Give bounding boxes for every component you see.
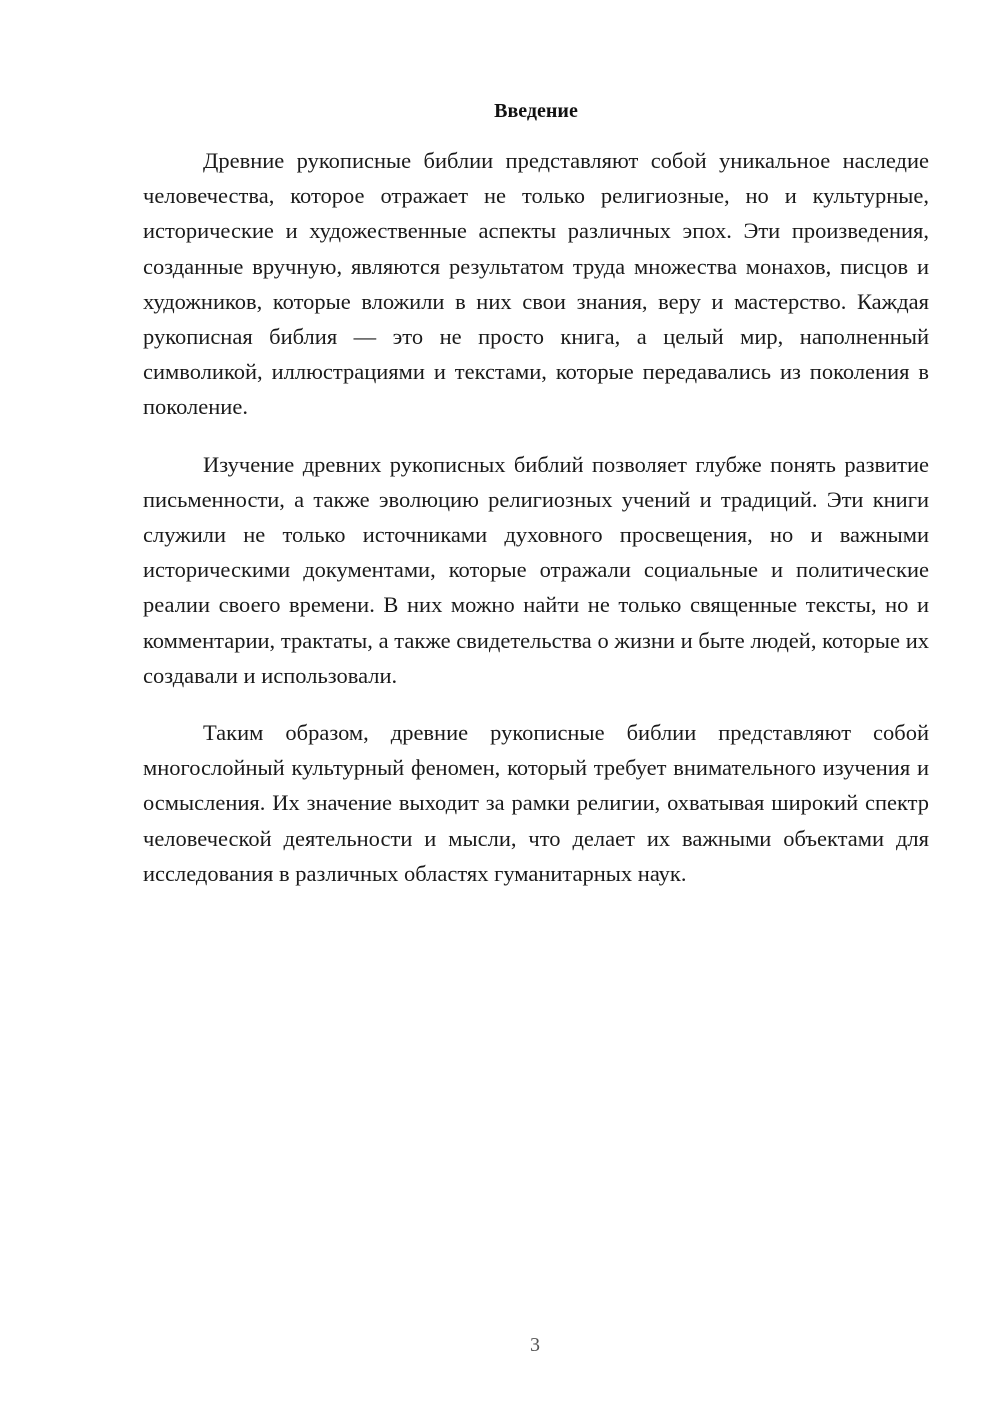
page-title: Введение xyxy=(494,100,578,122)
paragraph-3: Таким образом, древние рукописные библии представляют собой многослойный культурный феномен, который требует внимательного изучения и осмысления. Их значение выходит за рамки религии, охватывая широкий спектр человеческой деятельности и мысли, что делает их важными объектами для исследования в различных областях гуманитарных наук. xyxy=(143,720,929,886)
page-number: 3 xyxy=(530,1334,540,1356)
page-content xyxy=(143,94,929,913)
paragraph-1: Древние рукописные библии представляют собой уникальное наследие человечества, которое отражает не только религиозные, но и культурные, исторические и художественные аспекты различных эпох. Эти произведения, созданные вручную, являются результатом труда множества монахов, писцов и художников, которые вложили в них свои знания, веру и мастерство. Каждая рукописная библия — это не просто книга, а целый мир, наполненный символикой, иллюстрациями и текстами, которые передавались из поколения в поколение. xyxy=(143,148,929,420)
paragraph-2: Изучение древних рукописных библий позволяет глубже понять развитие письменности, а также эволюцию религиозных учений и традиций. Эти книги служили не только источниками духовного просвещения, но и важными историческими документами, которые отражали социальные и политические реалии своего времени. В них можно найти не только священные тексты, но и комментарии, трактаты, а также свидетельства о жизни и быте людей, которые их создавали и использовали. xyxy=(143,451,929,688)
